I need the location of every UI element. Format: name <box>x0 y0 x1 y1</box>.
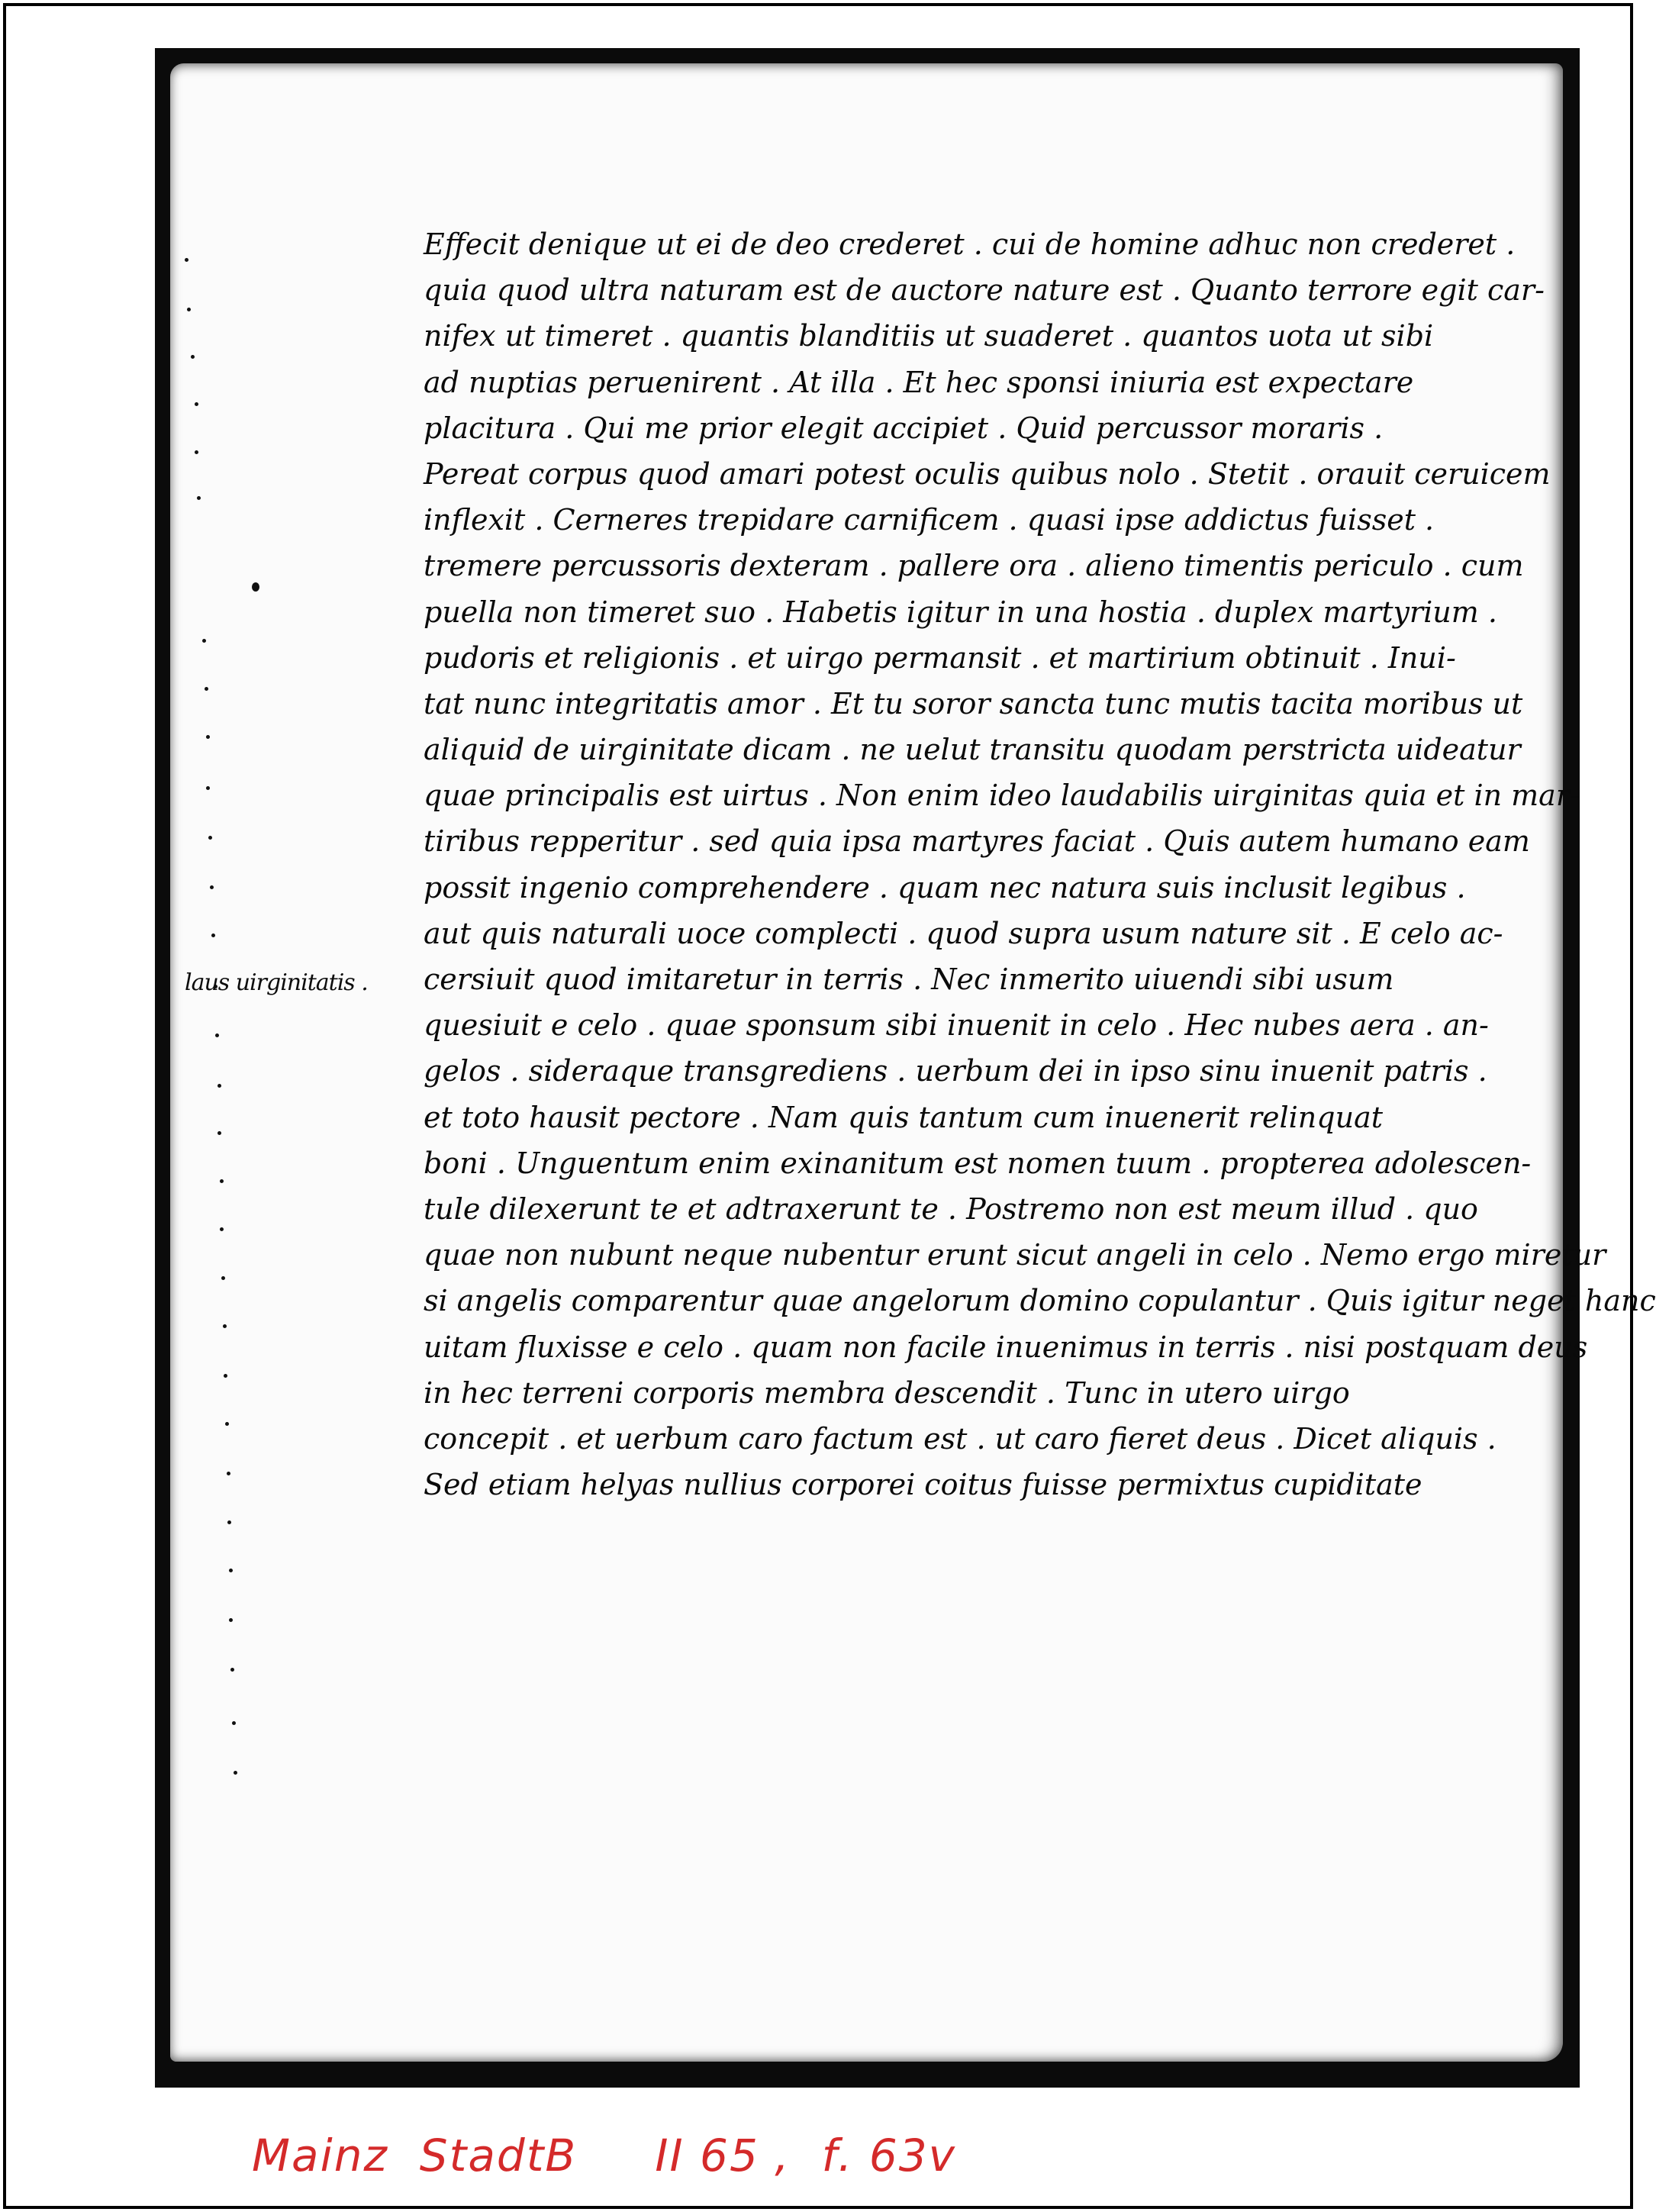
manuscript-line: inflexit . Cerneres trepidare carnificem . quasi ipse addictus fuisset . <box>424 503 1435 537</box>
manuscript-line: nifex ut timeret . quantis blanditiis ut suaderet . quantos uota ut sibi <box>424 319 1434 353</box>
prick-mark <box>227 1520 231 1524</box>
manuscript-line: in hec terreni corporis membra descendit . Tunc in utero uirgo <box>424 1375 1350 1410</box>
manuscript-line: concepit . et uerbum caro factum est . ut caro fieret deus . Dicet aliquis . <box>424 1421 1497 1456</box>
prick-mark <box>195 450 198 454</box>
prick-mark <box>225 1422 229 1426</box>
manuscript-line: placitura . Qui me prior elegit accipiet . Quid percussor moraris . <box>424 411 1384 445</box>
manuscript-line: Sed etiam helyas nullius corporei coitus fuisse permixtus cupiditate <box>424 1468 1422 1502</box>
manuscript-text-block <box>424 221 1656 1507</box>
prick-mark <box>205 687 208 691</box>
prick-mark <box>197 496 201 500</box>
prick-mark <box>229 1618 233 1622</box>
prick-mark <box>217 1084 221 1088</box>
prick-mark <box>202 639 206 643</box>
manuscript-line: et toto hausit pectore . Nam quis tantum cum inuenerit relinquat <box>424 1100 1384 1134</box>
prick-mark <box>195 402 198 406</box>
manuscript-line: quia quod ultra naturam est de auctore nature est . Quanto terrore egit car- <box>424 273 1545 308</box>
manuscript-line: gelos . sideraque transgrediens . uerbum dei in ipso sinu inuenit patris . <box>424 1054 1487 1088</box>
prick-mark <box>221 1276 225 1280</box>
manuscript-line: cersiuit quod imitaretur in terris . Nec inmerito uiuendi sibi usum <box>424 963 1394 996</box>
prick-mark <box>185 258 188 262</box>
manuscript-line: possit ingenio comprehendere . quam nec natura suis inclusit legibus . <box>424 870 1466 904</box>
shelfmark-annotation: Mainz StadtB II 65 , f. 63v <box>252 2130 957 2181</box>
manuscript-line: si angelis comparentur quae angelorum domino copulantur . Quis igitur neget hanc <box>424 1284 1656 1318</box>
prick-mark <box>229 1569 233 1572</box>
manuscript-line: puella non timeret suo . Habetis igitur in una hostia . duplex martyrium . <box>424 595 1497 629</box>
manuscript-line: boni . Unguentum enim exinanitum est nomen tuum . propterea adolescen- <box>424 1146 1532 1180</box>
manuscript-line: tule dilexerunt te et adtraxerunt te . Postremo non est meum illud . quo <box>424 1191 1478 1226</box>
manuscript-line: uitam fluxisse e celo . quam non facile inuenimus in terris . nisi postquam deus <box>424 1330 1588 1364</box>
prick-mark <box>217 1131 221 1135</box>
prick-mark <box>191 355 195 359</box>
prick-mark <box>230 1668 234 1672</box>
manuscript-line: quae principalis est uirtus . Non enim ideo laudabilis uirginitas quia et in mar- <box>424 779 1580 813</box>
manuscript-line: tat nunc integritatis amor . Et tu soror sancta tunc mutis tacita moribus ut <box>424 686 1523 721</box>
manuscript-line: tremere percussoris dexteram . pallere ora . alieno timentis periculo . cum <box>424 549 1524 583</box>
manuscript-line: quae non nubunt neque nubentur erunt sicut angeli in celo . Nemo ergo miretur <box>424 1238 1606 1272</box>
prick-mark <box>232 1721 236 1725</box>
manuscript-line: Pereat corpus quod amari potest oculis quibus nolo . Stetit . orauit ceruicem <box>424 456 1551 491</box>
prick-mark <box>252 582 259 592</box>
manuscript-line: aut quis naturali uoce complecti . quod supra usum nature sit . E celo ac- <box>424 916 1503 950</box>
prick-mark <box>211 933 215 937</box>
prick-mark <box>187 308 191 311</box>
prick-mark <box>208 836 212 840</box>
manuscript-line: tiribus repperitur . sed quia ipsa martyres faciat . Quis autem humano eam <box>424 824 1530 859</box>
prick-mark <box>210 885 214 889</box>
prick-mark <box>227 1472 230 1475</box>
manuscript-line: pudoris et religionis . et uirgo permansit . et martirium obtinuit . Inui- <box>424 640 1456 675</box>
prick-mark <box>223 1324 227 1328</box>
prick-mark <box>234 1771 237 1775</box>
manuscript-line: aliquid de uirginitate dicam . ne uelut transitu quodam perstricta uideatur <box>424 733 1521 767</box>
manuscript-line: ad nuptias peruenirent . At illa . Et hec sponsi iniuria est expectare <box>424 365 1414 399</box>
prick-mark <box>215 1033 219 1037</box>
prick-mark <box>206 735 210 739</box>
margin-gloss: laus uirginitatis . <box>185 969 368 996</box>
prick-mark <box>206 786 210 790</box>
prick-mark <box>220 1179 224 1183</box>
prick-mark <box>224 1374 227 1378</box>
manuscript-line: Effecit denique ut ei de deo crederet . cui de homine adhuc non crederet . <box>424 227 1516 261</box>
manuscript-line: quesiuit e celo . quae sponsum sibi inuenit in celo . Hec nubes aera . an- <box>424 1008 1489 1043</box>
prick-mark <box>220 1227 224 1231</box>
